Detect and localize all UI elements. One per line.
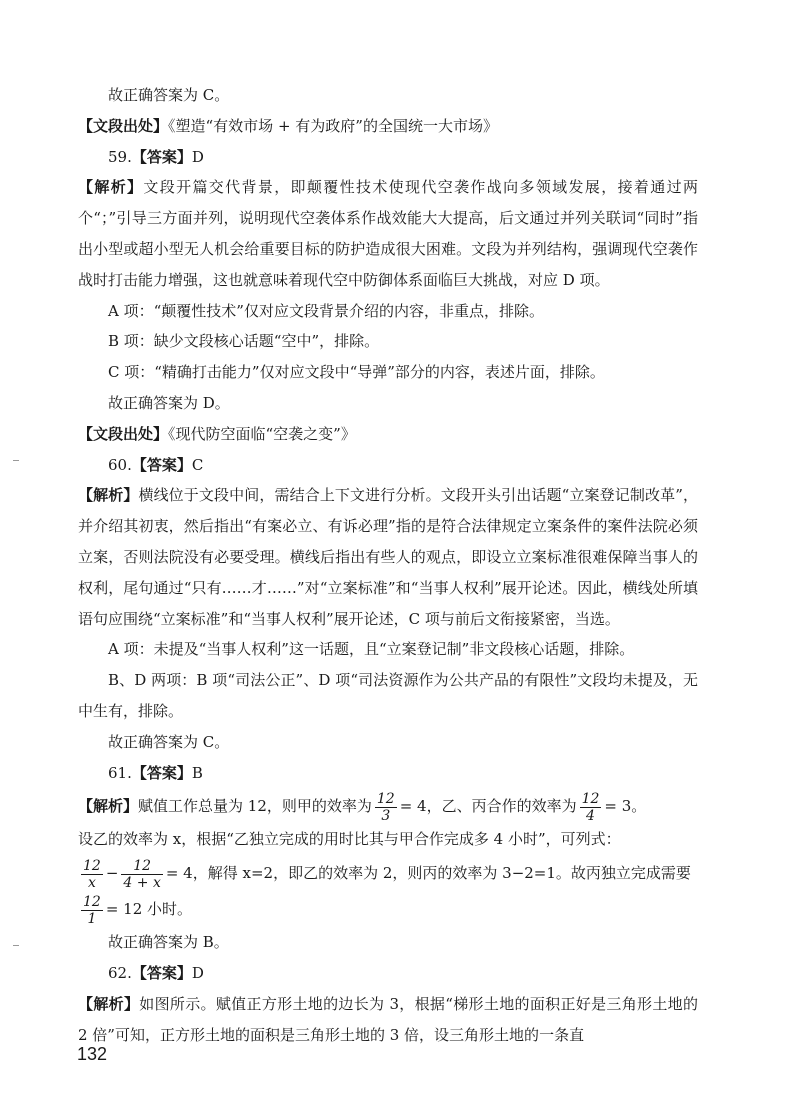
analysis-62: 【解析】如图所示。赋值正方形土地的边长为 3，根据“梯形土地的面积正好是三角形土地的 2 倍”可知，正方形土地的面积是三角形土地的 3 倍，设三角形土地的一条直 (78, 994, 698, 1044)
option-a-60: A 项：未提及“当事人权利”这一话题，且“立案登记制”非文段核心话题，排除。 (108, 640, 635, 659)
fraction-12-3: $\frac{12}{3}$ (376, 790, 395, 824)
answer-60: 60.【答案】C (108, 455, 204, 474)
option-a-59: A 项：“颠覆性技术”仅对应文段背景介绍的内容，非重点，排除。 (108, 301, 544, 320)
answer-explanations (78, 80, 698, 1050)
source-59: 【文段出处】《现代防空面临“空袭之变”》 (78, 424, 356, 443)
conclusion-61: 故正确答案为 B。 (108, 933, 229, 952)
answer-62: 62.【答案】D (108, 963, 204, 982)
page-number: 132 (77, 1044, 108, 1064)
conclusion-58: 故正确答案为 C。 (108, 86, 230, 104)
analysis-60: 【解析】横线位于文段中间，需结合上下文进行分析。文段开头引出话题“立案登记制改革”，并介绍其初衷，然后指出“有案必立、有诉必理”指的是符合法律规定立案条件的案件法院必须立案，否则法院没有必要受理。横线后指出有些人的观点，即设立立案标准很难保障当事人的权利，尾句通过“只有……才……”对“立案标准”和“当事人权利”展开论述。因此，横线处所填语句应围绕“立案标准”和“当事人权利”展开论述，C 项与前后文衔接紧密，当选。 (78, 486, 698, 628)
conclusion-59: 故正确答案为 D。 (108, 393, 230, 412)
answer-61: 61.【答案】B (108, 763, 203, 782)
fraction-12-1: $\frac{12}{1}$ (83, 893, 101, 927)
analysis-61-line1: 【解析】赋值工作总量为 12，则甲的效率为 $\frac{12}{3}$ = 4，乙、丙合作的效率为 $\frac{12}{4}$ = 3。 (78, 790, 647, 824)
option-c-59: C 项：“精确打击能力”仅对应文段中“导弹”部分的内容，表述片面，排除。 (108, 363, 605, 382)
conclusion-60: 故正确答案为 C。 (108, 732, 230, 751)
margin-mark (13, 945, 19, 946)
answer-59: 59.【答案】D (108, 147, 204, 166)
margin-mark (13, 460, 19, 461)
option-b-59: B 项：缺少文段核心话题“空中”，排除。 (108, 332, 380, 351)
source-58: 【文段出处】《塑造“有效市场 + 有为政府”的全国统一大市场》 (78, 116, 498, 135)
fraction-12-4: $\frac{12}{4}$ (581, 790, 600, 824)
analysis-61-line4: $\frac{12}{1}$ = 12 小时。 (83, 893, 193, 927)
analysis-59: 【解析】文段开篇交代背景，即颠覆性技术使现代空袭作战向多领域发展，接着通过两个“；”引导三方面并列，说明现代空袭体系作战效能大大提高，后文通过并列关联词“同时”指出小型或超小型无人机会给重要目标的防护造成很大困难。文段为并列结构，强调现代空袭作战时打击能力增强，这也就意味着现代空中防御体系面临巨大挑战，对应 D 项。 (78, 178, 698, 289)
fraction-12-x: $\frac{12}{x}$ (83, 857, 101, 891)
analysis-61-line3: $\frac{12}{x}$ − $\frac{12}{4 + x}$ = 4，解得 x=2，即乙的效率为 2，则丙的效率为 3−2=1。故丙独立完成需要 (83, 857, 691, 891)
option-bd-60: B、D 两项：B 项“司法公正”、D 项“司法资源作为公共产品的有限性”文段均未提及，无中生有，排除。 (78, 671, 698, 720)
fraction-12-4px: $\frac{12}{4 + x}$ (123, 857, 161, 891)
analysis-61-line2: 设乙的效率为 x，根据“乙独立完成的用时比其与甲合作完成多 4 小时”，可列式： (78, 830, 621, 849)
